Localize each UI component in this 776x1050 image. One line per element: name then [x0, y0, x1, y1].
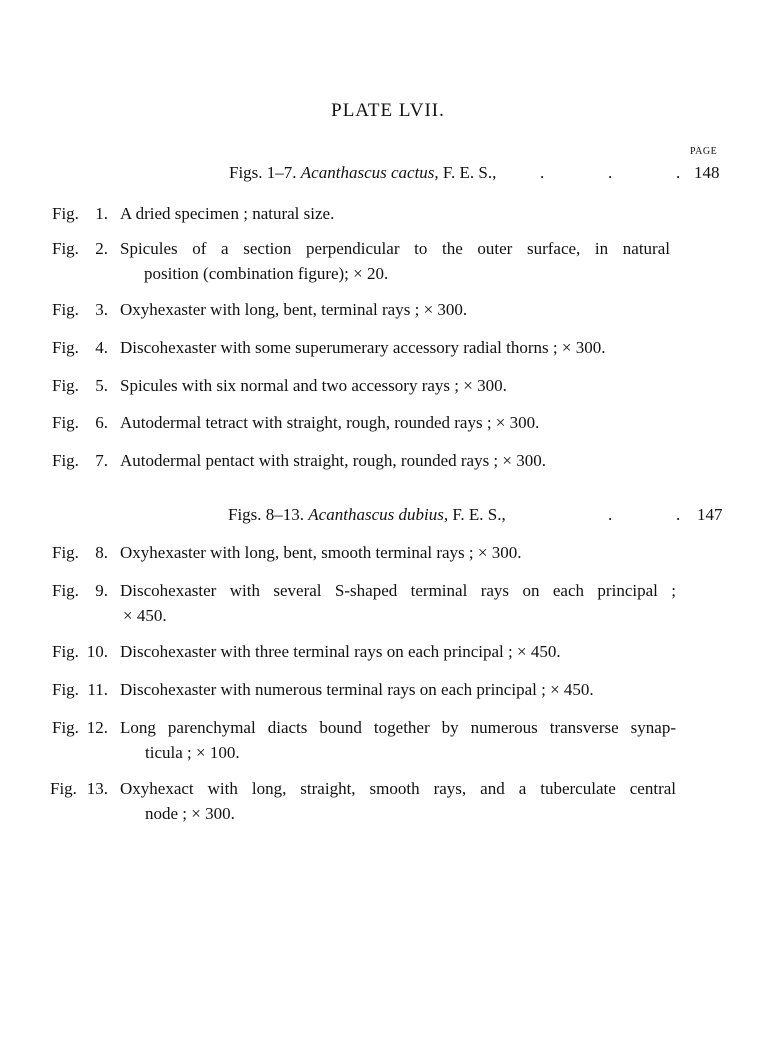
figure-description [120, 578, 676, 628]
figure-number: 3. [95, 300, 108, 319]
species-name: Acanthascus dubius, [308, 505, 449, 524]
figure-label: Fig. [52, 376, 79, 395]
figure-description [120, 540, 676, 565]
species-name: Acanthascus cactus, [300, 163, 439, 182]
figure-label: Fig. [52, 300, 79, 319]
figure-description-line: Oxyhexaster with long, bent, terminal rays ; × 300. [120, 300, 468, 319]
figure-number: 11. [87, 680, 108, 699]
figure-description-line: Discohexaster with three terminal rays on each principal ; × 450. [120, 642, 561, 661]
figure-description [120, 448, 676, 473]
figure-description [120, 201, 676, 226]
figure-description-line: Oxyhexact with long, straight, smooth rays, and a tuberculate central [120, 779, 676, 798]
figure-number: 2. [95, 239, 108, 258]
figure-description [120, 677, 676, 702]
figure-description [120, 410, 676, 435]
figure-description-line: Autodermal tetract with straight, rough, rounded rays ; × 300. [120, 413, 540, 432]
figure-number: 4. [95, 338, 108, 357]
figure-number: 9. [95, 581, 108, 600]
figure-description [120, 236, 670, 286]
figure-label: Fig. [52, 413, 79, 432]
figure-description-line: Discohexaster with several S-shaped terminal rays on each principal ; [120, 581, 676, 600]
figure-description [120, 715, 676, 765]
group-figs-range: Figs. 1–7. [229, 163, 297, 182]
figure-label: Fig. [52, 239, 79, 258]
figure-description [120, 335, 676, 360]
figure-number: 12. [86, 718, 108, 737]
figure-description-line: Autodermal pentact with straight, rough, rounded rays ; × 300. [120, 451, 546, 470]
group-title [229, 163, 496, 183]
page-column-label: PAGE [690, 146, 718, 157]
figure-description-line: Oxyhexaster with long, bent, smooth terminal rays ; × 300. [120, 543, 522, 562]
figure-label: Fig. [52, 642, 79, 661]
figure-number: 6. [95, 413, 108, 432]
figure-description [120, 776, 676, 826]
figure-label: Fig. [52, 451, 79, 470]
figure-description-continuation: position (combination figure); × 20. [144, 264, 389, 283]
figure-label: Fig. [52, 543, 79, 562]
figure-description-line: Long parenchymal diacts bound together by numerous transverse synap- [120, 718, 676, 737]
figure-description [120, 373, 676, 398]
figure-number: 8. [95, 543, 108, 562]
figure-number: 13. [86, 779, 108, 798]
group-figs-range: Figs. 8–13. [228, 505, 305, 524]
figure-description-continuation: ticula ; × 100. [145, 743, 240, 762]
figure-label: Fig. [52, 338, 79, 357]
group-title [228, 505, 506, 525]
figure-label: Fig. [52, 680, 79, 699]
figure-description-line: Discohexaster with numerous terminal rays on each principal ; × 450. [120, 680, 594, 699]
figure-label: Fig. [52, 204, 79, 223]
figure-description-line: A dried specimen ; natural size. [120, 204, 335, 223]
figure-number: 7. [95, 451, 108, 470]
species-author: F. E. S., [442, 163, 497, 182]
figure-description-continuation: node ; × 300. [145, 804, 235, 823]
figure-description-line: Discohexaster with some superumerary accessory radial thorns ; × 300. [120, 338, 606, 357]
plate-title: PLATE LVII. [331, 100, 445, 121]
group-page-number: 148 [694, 163, 720, 182]
figure-label: Fig. [52, 581, 79, 600]
figure-description [120, 297, 676, 322]
leader-dots: . . [608, 505, 681, 524]
figure-description-continuation: × 450. [123, 606, 167, 625]
figure-label: Fig. [52, 718, 79, 737]
figure-description-line: Spicules with six normal and two accessory rays ; × 300. [120, 376, 507, 395]
species-author: F. E. S., [452, 505, 506, 524]
figure-number: 10. [86, 642, 108, 661]
figure-number: 5. [95, 376, 108, 395]
leader-dots: . . . [540, 163, 681, 182]
figure-description-line: Spicules of a section perpendicular to the outer surface, in natural [120, 239, 670, 258]
figure-label: Fig. [50, 779, 77, 798]
figure-description [120, 639, 676, 664]
figure-number: 1. [95, 204, 108, 223]
group-page-number: 147 [697, 505, 723, 524]
